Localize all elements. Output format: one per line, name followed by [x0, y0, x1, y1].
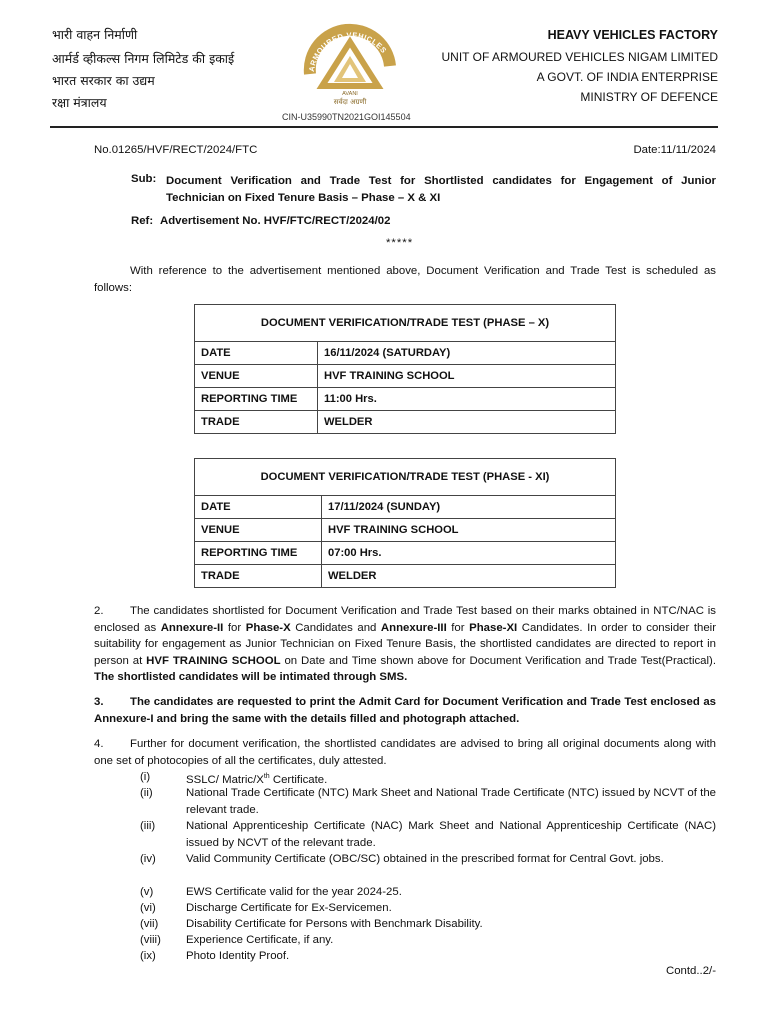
para-2-number: 2.: [94, 605, 104, 617]
reference-number: No.01265/HVF/RECT/2024/FTC: [94, 144, 258, 156]
item-text: Discharge Certificate for Ex-Servicemen.: [186, 902, 392, 914]
para-3-text: The candidates are requested to print the Admit Card for Document Verification and Trade Test enclosed as Annexure-I and bring the same with the details filled and photograph attached.: [94, 696, 716, 725]
unit-line: UNIT OF ARMOURED VEHICLES NIGAM LIMITED: [441, 50, 718, 64]
govt-line: A GOVT. OF INDIA ENTERPRISE: [536, 70, 718, 84]
logo-motto: सर्वदा अग्रणी: [333, 98, 367, 106]
paragraph-2: [94, 603, 716, 686]
logo-arc-text: ARMOURED VEHICLES: [306, 30, 389, 73]
phase-xi-ref: Phase-XI: [469, 621, 518, 634]
logo-name: AVANI: [342, 91, 358, 97]
item-number: (vii): [140, 918, 159, 930]
letter-date: Date:11/11/2024: [633, 144, 716, 156]
annexure-iii: Annexure-III: [380, 621, 447, 634]
avani-logo: [300, 20, 400, 110]
item-number: (ix): [140, 950, 156, 962]
reference-text: Advertisement No. HVF/FTC/RECT/2024/02: [160, 215, 391, 227]
sms-notice: The shortlisted candidates will be intimated through SMS.: [94, 671, 408, 683]
phase-x-trade-value: WELDER: [318, 411, 616, 434]
cin-number: CIN-U35990TN2021GOI145504: [282, 112, 411, 122]
item-text-post: Certificate.: [269, 773, 328, 786]
item-sup: th: [263, 773, 270, 780]
phase-x-date-value: 16/11/2024 (SATURDAY): [318, 342, 616, 365]
hindi-unit-line: आर्मर्ड व्हीकल्स निगम लिमिटेड की इकाई: [52, 51, 235, 66]
phase-xi-time-value: 07:00 Hrs.: [322, 542, 616, 565]
phase-xi-table: [194, 458, 616, 588]
para-2-text-4: for: [446, 621, 470, 634]
header-divider: [50, 126, 718, 128]
phase-x-date-label: DATE: [195, 342, 318, 365]
item-text: Experience Certificate, if any.: [186, 934, 334, 946]
phase-x-title: DOCUMENT VERIFICATION/TRADE TEST (PHASE – X): [195, 305, 616, 342]
phase-xi-title: DOCUMENT VERIFICATION/TRADE TEST (PHASE - XI): [195, 459, 616, 496]
item-text: Valid Community Certificate (OBC/SC) obtained in the prescribed format for Central Govt. jobs.: [186, 853, 664, 865]
paragraph-3: [94, 694, 716, 727]
phase-x-trade-label: TRADE: [195, 411, 318, 434]
hindi-ministry-line: रक्षा मंत्रालय: [52, 95, 107, 110]
factory-name: HEAVY VEHICLES FACTORY: [547, 28, 718, 42]
phase-xi-trade-value: WELDER: [322, 565, 616, 588]
phase-x-venue-value: HVF TRAINING SCHOOL: [318, 365, 616, 388]
intro-paragraph: With reference to the advertisement mentioned above, Document Verification and Trade Test is scheduled as follows:: [94, 265, 716, 294]
phase-xi-venue-value: HVF TRAINING SCHOOL: [322, 519, 616, 542]
phase-xi-trade-label: TRADE: [195, 565, 322, 588]
phase-x-ref: Phase-X: [245, 621, 291, 634]
continued-marker: Contd..2/-: [665, 965, 716, 977]
item-number: (v): [140, 886, 154, 898]
phase-x-table: [194, 304, 616, 434]
hindi-govt-line: भारत सरकार का उद्यम: [52, 73, 155, 88]
phase-x-venue-label: VENUE: [195, 365, 318, 388]
para-2-text-1: The candidates shortlisted for Document Verification and Trade Test based on their marks obtained in NTC/NAC is enclosed as: [94, 605, 716, 634]
item-text: EWS Certificate valid for the year 2024-25.: [186, 886, 402, 898]
ministry-line: MINISTRY OF DEFENCE: [580, 90, 718, 104]
item-number: (vi): [140, 902, 156, 914]
item-number: (ii): [140, 787, 153, 799]
item-number: (viii): [140, 934, 161, 946]
subject-label: Sub:: [131, 173, 157, 185]
phase-xi-time-label: REPORTING TIME: [195, 542, 322, 565]
item-text: National Apprenticeship Certificate (NAC) Mark Sheet and National Apprenticeship Certificate (NAC) issued by NCVT of the relevant trade.: [186, 820, 716, 849]
annexure-ii: Annexure-II: [160, 621, 224, 634]
para-2-text-6: on Date and Time shown above for Document Verification and Trade Test(Practical).: [280, 654, 716, 667]
item-text: Photo Identity Proof.: [186, 950, 290, 962]
venue-ref: HVF TRAINING SCHOOL: [146, 654, 281, 667]
para-2-text-3: Candidates and: [290, 621, 381, 634]
para-3-number: 3.: [94, 696, 104, 708]
phase-x-time-label: REPORTING TIME: [195, 388, 318, 411]
hindi-factory-name: भारी वाहन निर्माणी: [52, 27, 138, 42]
separator-stars: *****: [386, 237, 414, 249]
phase-xi-date-value: 17/11/2024 (SUNDAY): [322, 496, 616, 519]
subject-text: Document Verification and Trade Test for Shortlisted candidates for Engagement of Junior Technician on Fixed Tenure Basis – Phase – X & XI: [166, 175, 716, 204]
item-text: SSLC/ Matric/X: [186, 773, 264, 786]
para-2-text-2: for: [223, 621, 246, 634]
item-text: Disability Certificate for Persons with Benchmark Disability.: [186, 918, 483, 930]
phase-xi-venue-label: VENUE: [195, 519, 322, 542]
phase-xi-date-label: DATE: [195, 496, 322, 519]
para-4-text: Further for document verification, the shortlisted candidates are advised to bring all original documents along with one set of photocopies of all the certificates, duly attested.: [94, 738, 716, 767]
item-number: (iv): [140, 853, 156, 865]
item-number: (i): [140, 771, 151, 783]
item-number: (iii): [140, 820, 156, 832]
phase-x-time-value: 11:00 Hrs.: [318, 388, 616, 411]
item-text: National Trade Certificate (NTC) Mark Sheet and National Trade Certificate (NTC) issued by NCVT of the relevant trade.: [186, 787, 716, 816]
paragraph-4: [94, 736, 716, 769]
para-4-number: 4.: [94, 738, 104, 750]
para-2-text-5: Candidates. In order to consider their suitability for engagement as Junior Technician on Fixed Tenure Basis, the shortlisted candidates are directed to report in person at: [94, 621, 716, 667]
reference-label: Ref:: [131, 215, 154, 227]
